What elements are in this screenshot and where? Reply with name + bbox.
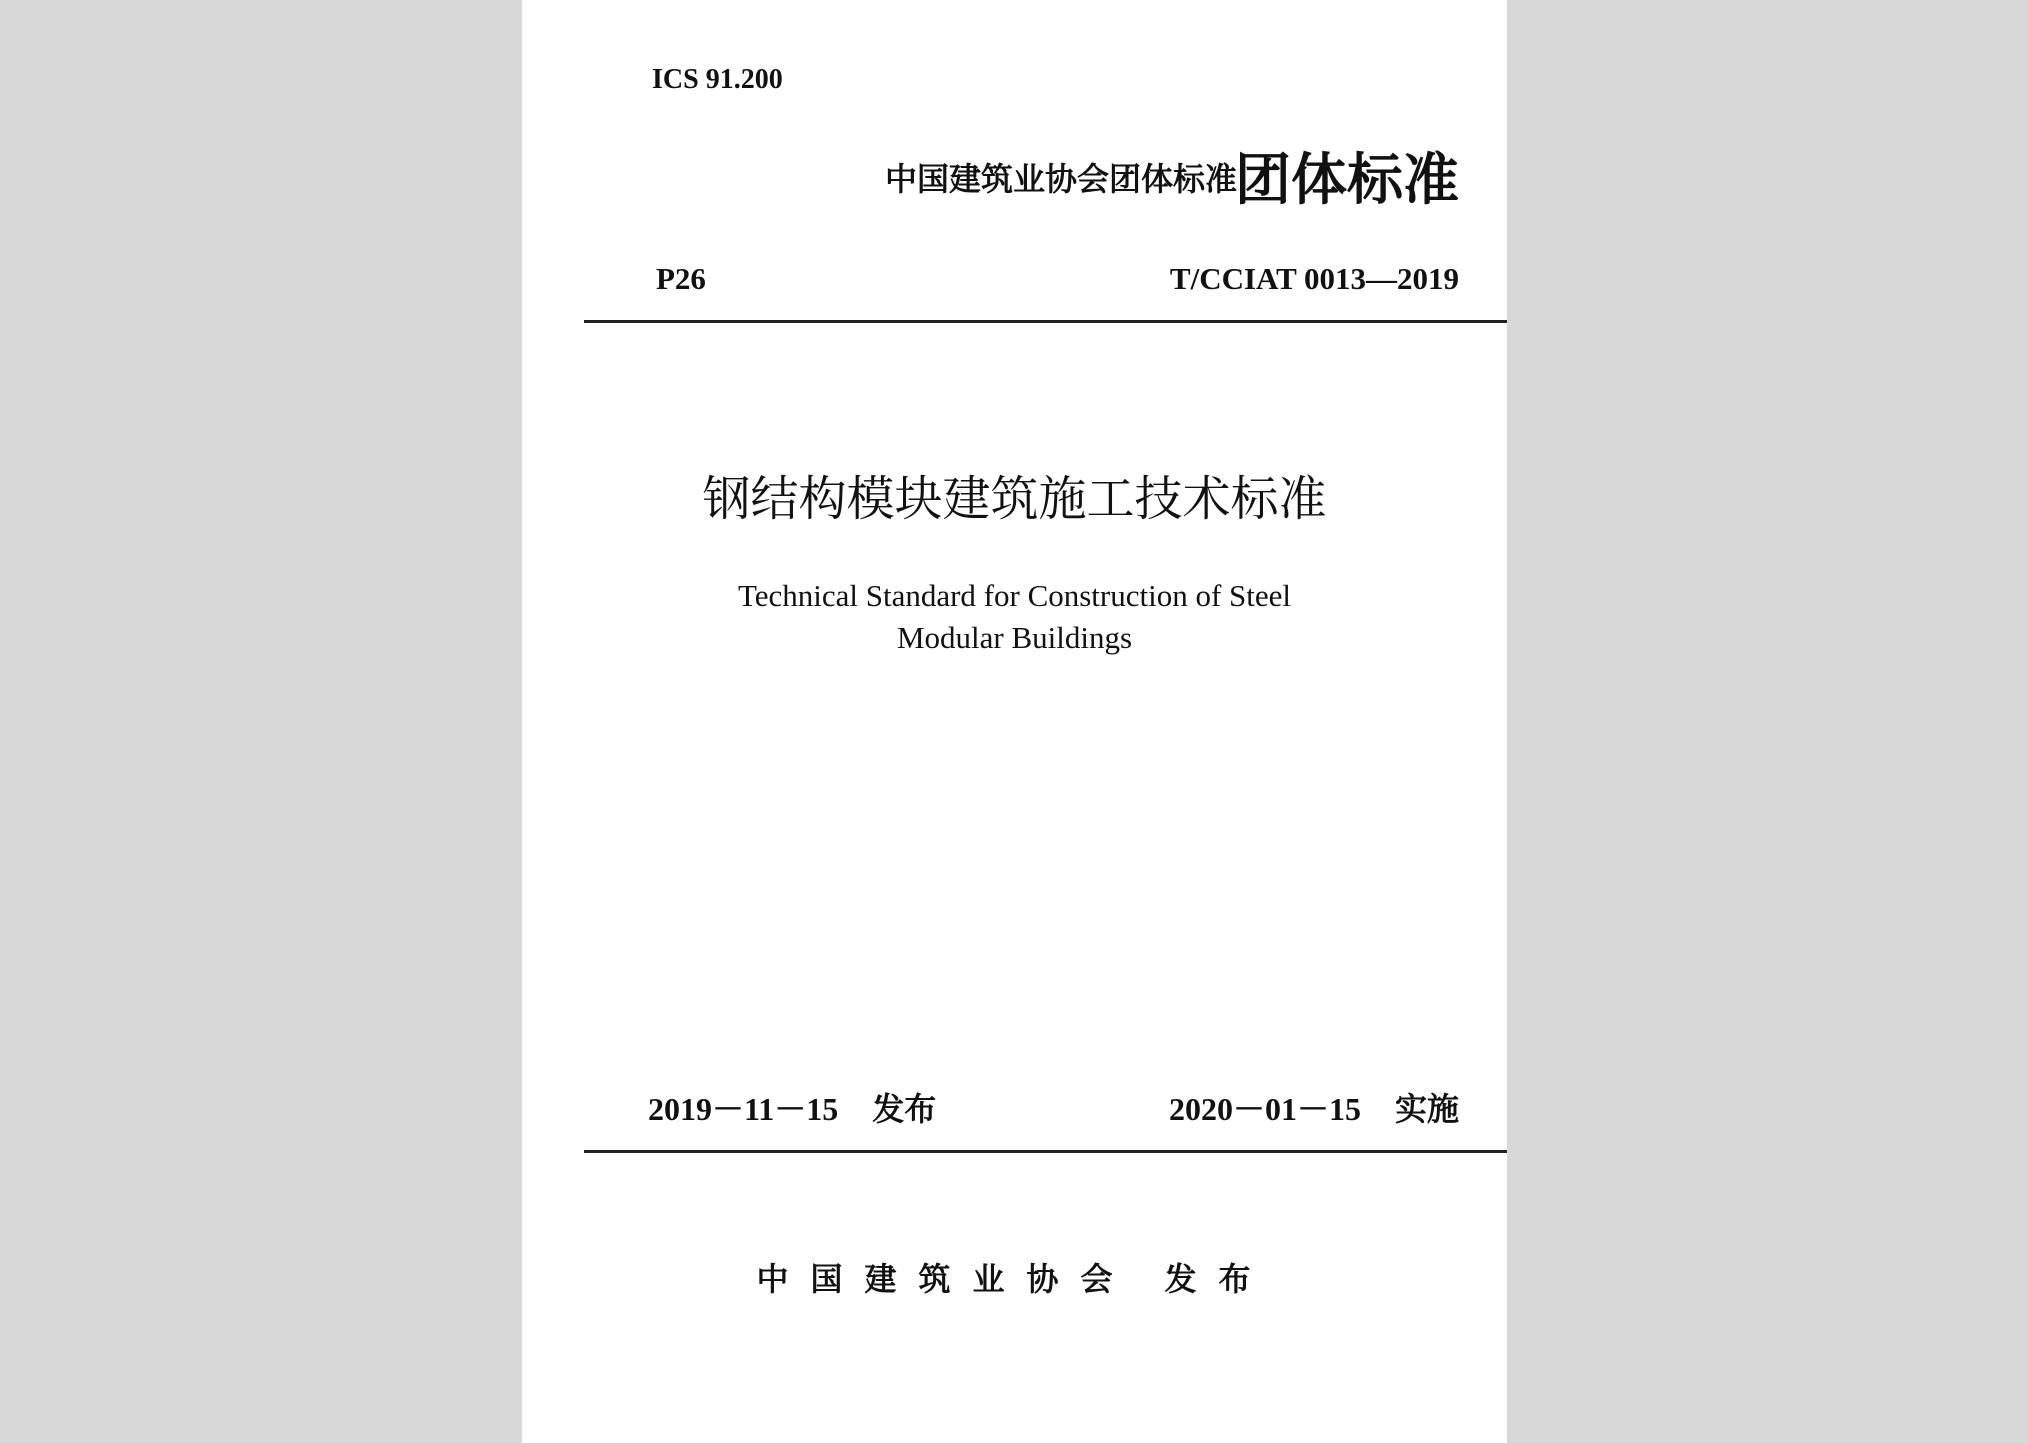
- title-chinese: 钢结构模块建筑施工技术标准: [702, 471, 1327, 527]
- publisher-name: 中国建筑业协会: [756, 1260, 1135, 1298]
- classification-code: P26: [656, 261, 706, 296]
- standard-number: T/CCIAT 0013—2019: [1169, 261, 1459, 296]
- title-english-line-2: Modular Buildings: [896, 620, 1133, 655]
- issue-label: 发布: [872, 1090, 937, 1128]
- implement-date: 2020－01－15: [1168, 1091, 1361, 1127]
- implement-label: 实施: [1394, 1090, 1459, 1128]
- group-standard-label: 团体标准: [1235, 148, 1459, 213]
- footer-divider: [584, 1150, 1507, 1153]
- title-english: [522, 575, 1507, 659]
- ics-code: ICS 91.200: [652, 64, 783, 95]
- issue-date-row: [648, 1084, 936, 1130]
- implement-date-row: [1169, 1084, 1459, 1130]
- issue-date: 2019－11－15: [648, 1091, 839, 1127]
- cover-page: [522, 0, 1507, 1443]
- publish-label: 发布: [1164, 1260, 1273, 1298]
- title-english-line-1: Technical Standard for Construction of Steel: [737, 578, 1292, 613]
- header-divider: [584, 320, 1507, 323]
- org-standard-label: 中国建筑业协会团体标准: [884, 160, 1237, 198]
- publisher-line: [522, 1254, 1507, 1300]
